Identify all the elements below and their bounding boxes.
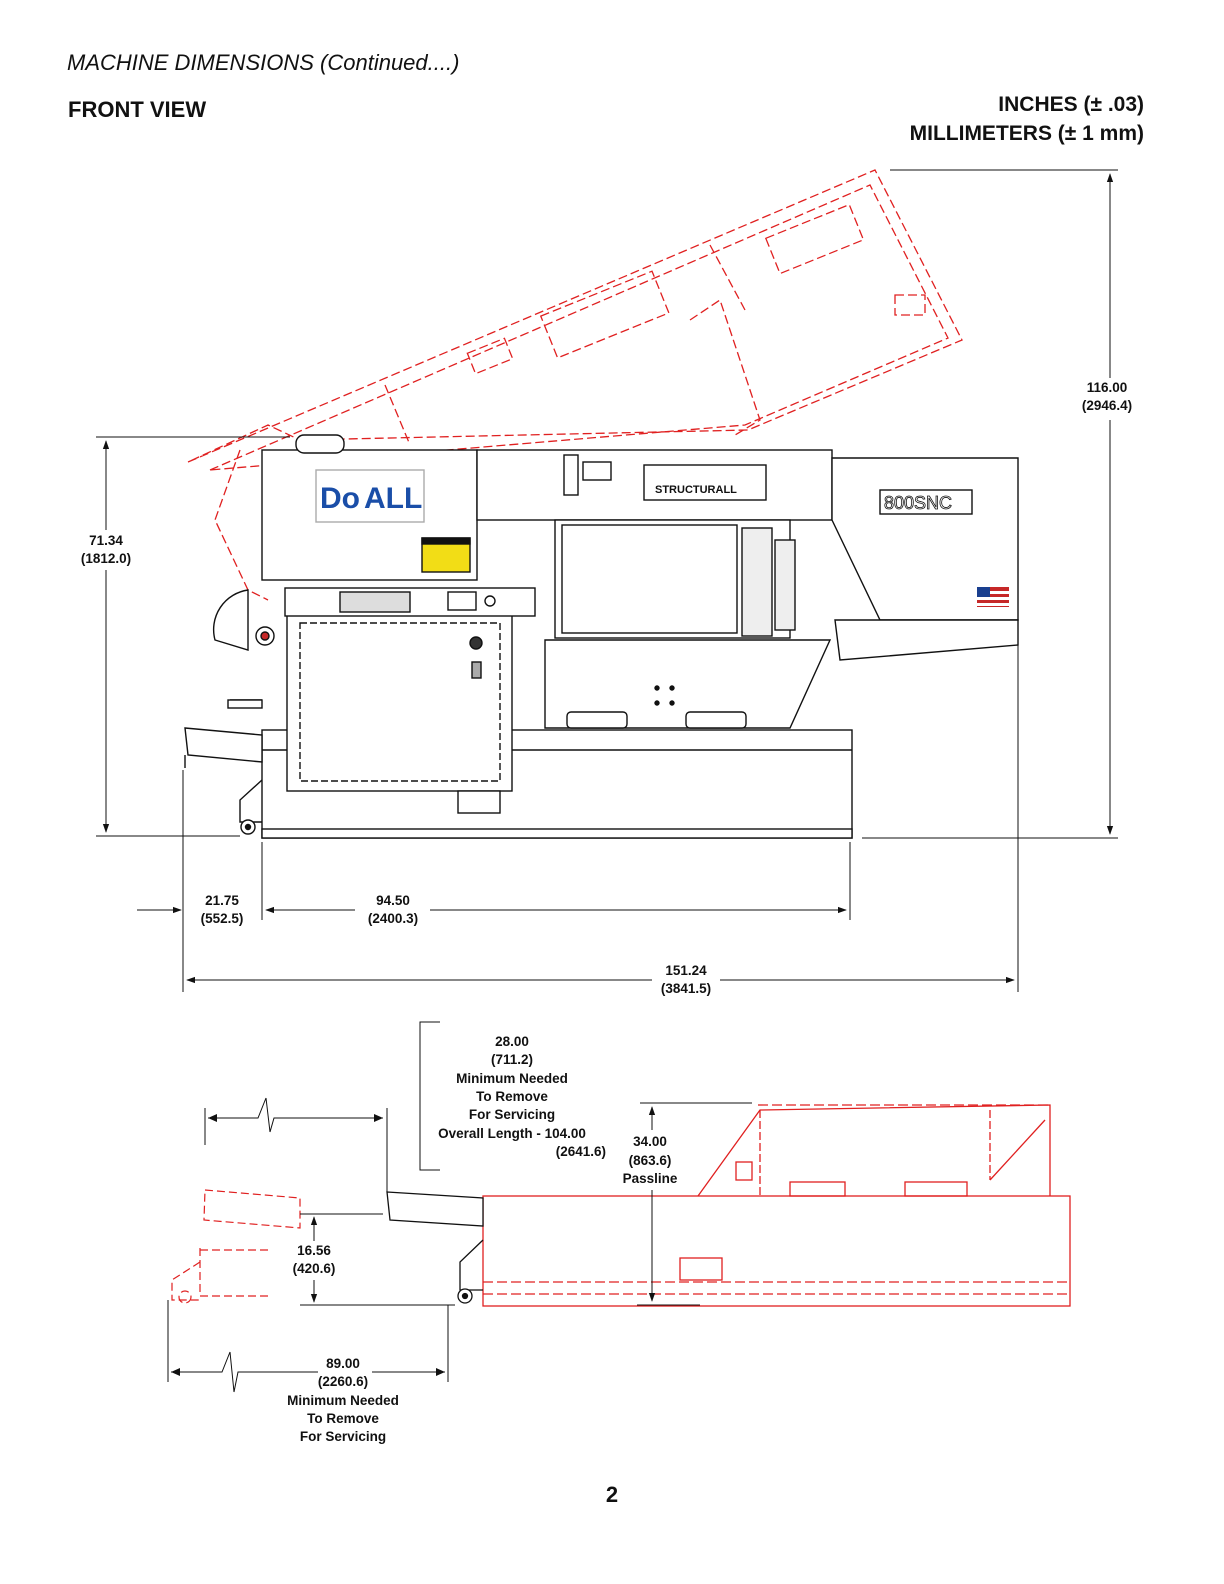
dim-116-mm: (2946.4) bbox=[1081, 398, 1133, 413]
service-bottom-line2: To Remove bbox=[307, 1411, 379, 1426]
dim-28-mm: (711.2) bbox=[490, 1052, 534, 1067]
dim-1656-mm: (420.6) bbox=[292, 1261, 336, 1276]
view-title: FRONT VIEW bbox=[68, 97, 207, 122]
dim-34-mm: (863.6) bbox=[628, 1153, 672, 1168]
saw-machine-front-view bbox=[185, 435, 1018, 838]
dim-15124-in: 151.24 bbox=[665, 963, 707, 978]
section-subtitle: MACHINE DIMENSIONS (Continued....) bbox=[67, 50, 460, 75]
service-top-line2: To Remove bbox=[476, 1089, 548, 1104]
dim-89-mm: (2260.6) bbox=[317, 1374, 369, 1389]
service-bottom-line1: Minimum Needed bbox=[287, 1393, 399, 1408]
service-bottom-line3: For Servicing bbox=[299, 1429, 387, 1444]
brand-logo-all: ALL bbox=[364, 482, 423, 515]
dim-9450-in: 94.50 bbox=[376, 893, 410, 908]
page-number: 2 bbox=[605, 1482, 619, 1507]
service-top-line1: Minimum Needed bbox=[456, 1071, 568, 1086]
dim-9450-mm: (2400.3) bbox=[367, 911, 419, 926]
dim-7134-in: 71.34 bbox=[89, 533, 123, 548]
passline-label: Passline bbox=[622, 1171, 678, 1186]
flag-icon bbox=[977, 587, 1009, 607]
units-millimeters: MILLIMETERS (± 1 mm) bbox=[909, 122, 1144, 145]
overall-length: Overall Length - 104.00 bbox=[438, 1126, 586, 1141]
dim-2175-in: 21.75 bbox=[205, 893, 239, 908]
servicing-conveyor bbox=[387, 1192, 483, 1303]
dim-15124-mm: (3841.5) bbox=[660, 981, 712, 996]
overall-length-mm: (2641.6) bbox=[555, 1144, 606, 1159]
dim-28-in: 28.00 bbox=[495, 1034, 529, 1049]
dim-34-in: 34.00 bbox=[633, 1134, 667, 1149]
dim-1656-in: 16.56 bbox=[297, 1243, 331, 1258]
service-top-line3: For Servicing bbox=[468, 1107, 556, 1122]
nameplate: STRUCTURALL bbox=[655, 484, 737, 496]
removed-conveyor-phantom bbox=[172, 1190, 300, 1303]
dim-116-in: 116.00 bbox=[1086, 380, 1128, 395]
dim-2175-mm: (552.5) bbox=[200, 911, 244, 926]
brand-logo-do: Do bbox=[320, 482, 360, 515]
model-badge: 800SNC bbox=[884, 493, 953, 513]
dim-7134-mm: (1812.0) bbox=[80, 551, 132, 566]
dim-89-in: 89.00 bbox=[326, 1356, 360, 1371]
units-inches: INCHES (± .03) bbox=[998, 93, 1144, 116]
